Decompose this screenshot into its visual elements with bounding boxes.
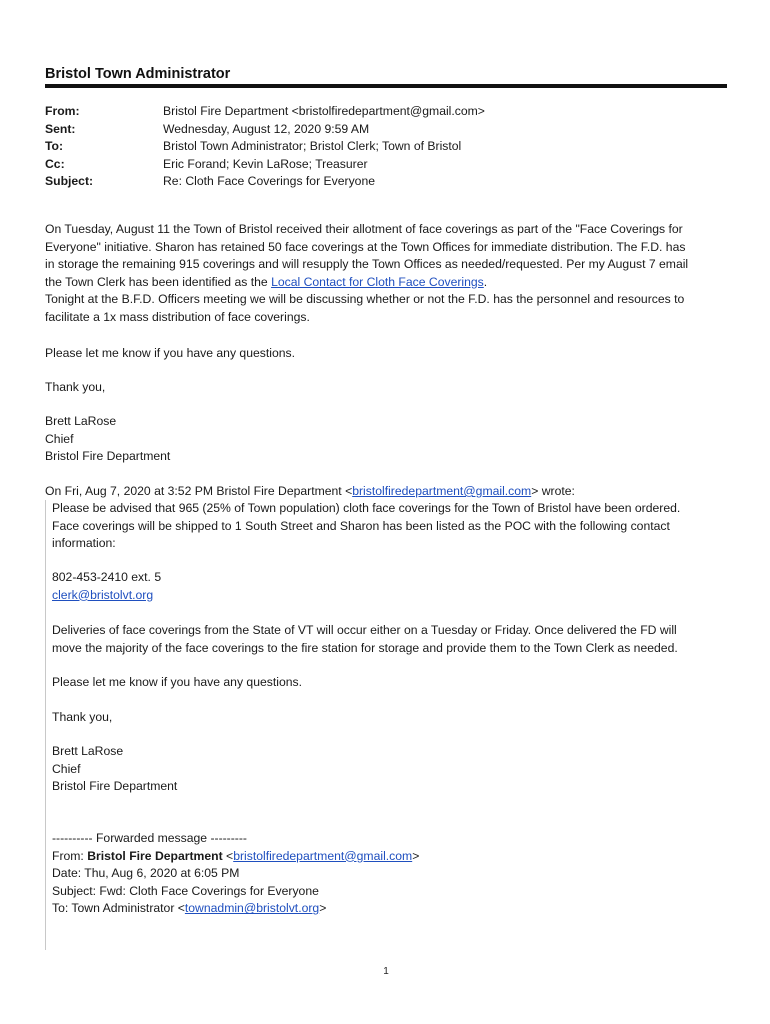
forwarded-subject: Subject: Fwd: Cloth Face Coverings for Everyone — [52, 883, 319, 898]
forwarded-from-close: > — [412, 848, 420, 863]
cc-value: Eric Forand; Kevin LaRose; Treasurer — [163, 156, 368, 171]
subject-value: Re: Cloth Face Coverings for Everyone — [163, 174, 376, 189]
body-line: On Tuesday, August 11 the Town of Bristol received their allotment of face coverings as part of the "Face Coverings for — [45, 222, 683, 236]
signature — [45, 413, 727, 466]
sent-value: Wednesday, August 12, 2020 9:59 AM — [163, 121, 370, 136]
title-rule — [45, 84, 727, 88]
clerk-email-link[interactable]: clerk@bristolvt.org — [52, 587, 154, 602]
subject-row — [45, 173, 485, 191]
forwarded-from — [52, 848, 722, 866]
forwarded-header: ---------- Forwarded message --------- — [52, 831, 247, 845]
quote-thanks: Thank you, — [52, 710, 113, 724]
quote-line: Face coverings will be shipped to 1 South Street and Sharon has been listed as the POC with the following contact — [52, 518, 670, 533]
body-text: . — [483, 274, 488, 289]
forwarded-to-close: > — [319, 901, 327, 916]
local-contact-link[interactable]: Local Contact for Cloth Face Coverings — [271, 274, 484, 289]
quote-line: Deliveries of face coverings from the State of VT will occur either on a Tuesday or Friday. Once delivered the FD will — [52, 623, 677, 637]
forwarded-to-label: To: Town Administrator < — [52, 901, 185, 916]
from-label: From: — [45, 104, 80, 118]
quote-paragraph-2 — [52, 622, 722, 657]
quote-signature — [52, 743, 722, 796]
body-thanks: Thank you, — [45, 380, 106, 394]
forwarded-to — [52, 900, 722, 918]
quote-intro-email-link[interactable]: bristolfiredepartment@gmail.com — [352, 484, 532, 498]
quote-intro-text: > wrote: — [531, 484, 575, 498]
body-paragraph-1 — [45, 221, 727, 327]
from-row — [45, 103, 485, 121]
forwarded-to-email-link[interactable]: townadmin@bristolvt.org — [184, 901, 320, 916]
from-value: Bristol Fire Department <bristolfiredepartment@gmail.com> — [163, 104, 485, 118]
cc-row — [45, 156, 485, 174]
quote-paragraph-1 — [52, 500, 722, 553]
quoted-message — [45, 500, 728, 950]
cc-label: Cc: — [45, 156, 65, 171]
signature-org: Bristol Fire Department — [52, 779, 178, 794]
sent-label: Sent: — [45, 121, 76, 136]
signature-name: Brett LaRose — [52, 744, 124, 758]
page-number: 1 — [383, 966, 389, 977]
email-headers — [45, 103, 485, 191]
quote-intro — [45, 483, 727, 501]
quote-line: Please be advised that 965 (25% of Town population) cloth face coverings for the Town of Bristol have been ordered. — [52, 501, 681, 515]
body-line: facilitate a 1x mass distribution of face coverings. — [45, 309, 310, 324]
to-label: To: — [45, 139, 64, 154]
to-row — [45, 138, 485, 156]
signature-org: Bristol Fire Department — [45, 449, 171, 464]
body-text: the Town Clerk has been identified as the — [45, 274, 272, 289]
to-value: Bristol Town Administrator; Bristol Clerk; Town of Bristol — [163, 139, 462, 154]
forwarded-from-email-link[interactable]: bristolfiredepartment@gmail.com — [233, 848, 413, 863]
document-title: Bristol Town Administrator — [45, 66, 231, 82]
contact-phone: 802-453-2410 ext. 5 — [52, 570, 162, 584]
body-line: in storage the remaining 915 coverings and will resupply the Town Offices as needed/requested. Per my August 7 email — [45, 257, 689, 272]
subject-label: Subject: — [45, 174, 94, 189]
forwarded-date: Date: Thu, Aug 6, 2020 at 6:05 PM — [52, 866, 240, 881]
signature-title: Chief — [45, 431, 74, 446]
quote-paragraph-3: Please let me know if you have any questions. — [52, 675, 302, 689]
quote-intro-text: On Fri, Aug 7, 2020 at 3:52 PM Bristol Fire Department < — [45, 484, 353, 498]
body-line — [45, 274, 727, 292]
quote-line: information: — [52, 536, 116, 551]
signature-title: Chief — [52, 761, 81, 776]
email-page — [45, 0, 727, 1024]
forwarded-from-open: < — [222, 848, 234, 863]
contact-info — [52, 569, 722, 604]
body-line: Tonight at the B.F.D. Officers meeting we will be discussing whether or not the F.D. has the personnel and resources to — [45, 292, 685, 307]
forwarded-block — [52, 830, 722, 918]
sent-row — [45, 121, 485, 139]
forwarded-from-label: From: — [52, 848, 88, 863]
quote-line: move the majority of the face coverings to the fire station for storage and provide them to the Town Clerk as needed. — [52, 640, 678, 655]
body-line: Everyone" initiative. Sharon has retained 50 face coverings at the Town Offices for immediate distribution. The F.D. has — [45, 239, 686, 254]
body-paragraph-2: Please let me know if you have any questions. — [45, 346, 295, 360]
forwarded-from-name: Bristol Fire Department — [87, 848, 223, 863]
signature-name: Brett LaRose — [45, 414, 117, 428]
